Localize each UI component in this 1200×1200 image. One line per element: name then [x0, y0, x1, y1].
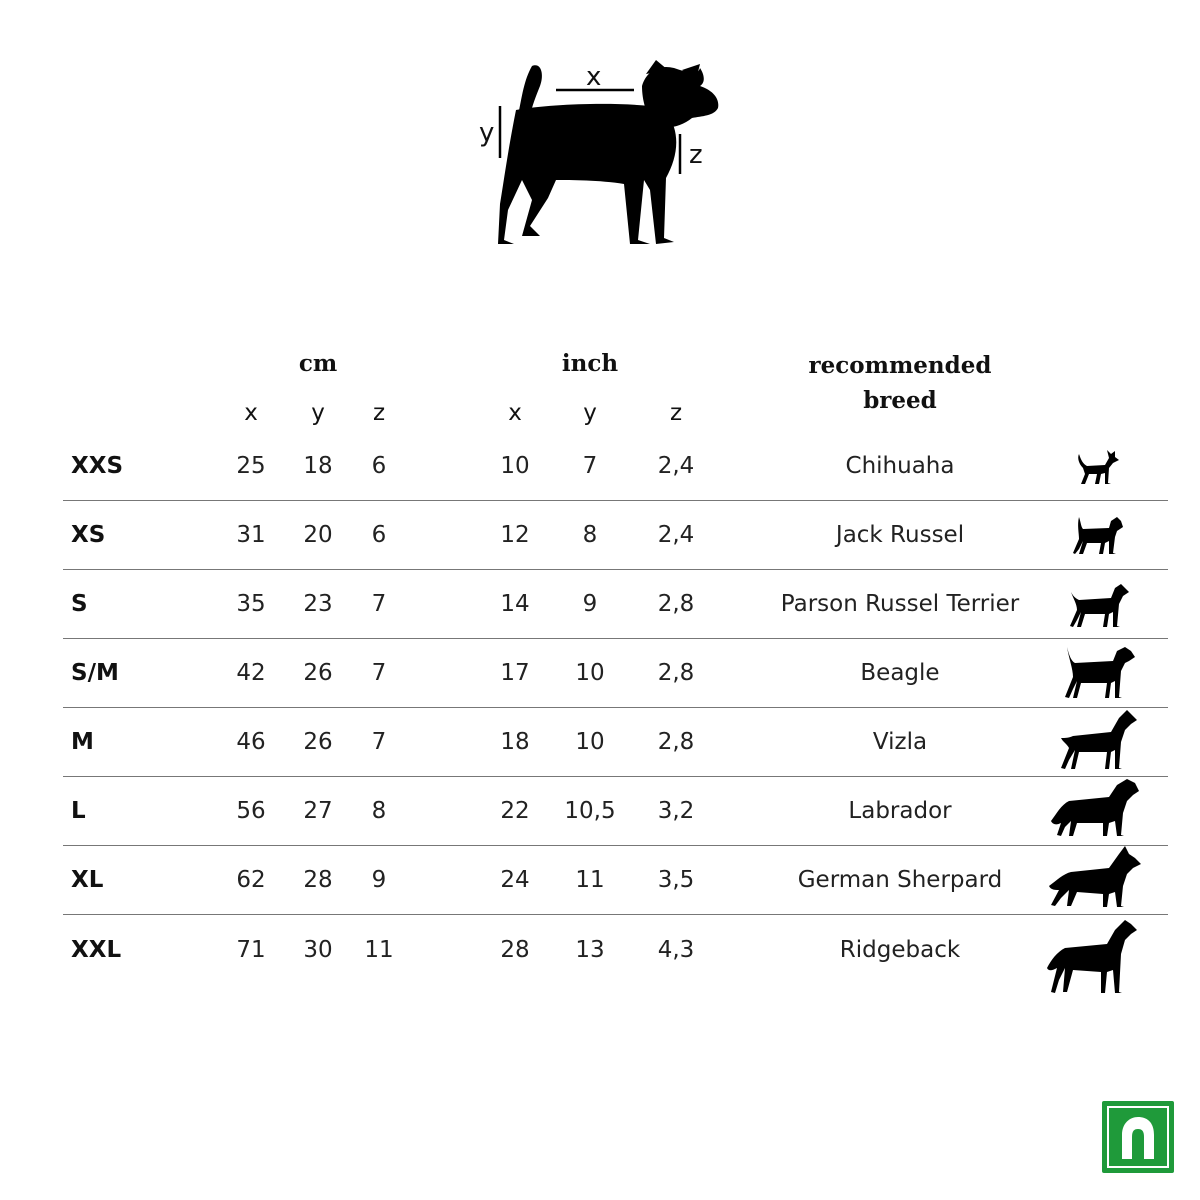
- cm-y-header: y: [311, 400, 325, 426]
- cm-y-value: 23: [303, 591, 333, 617]
- cm-x-value: 25: [236, 453, 266, 479]
- cm-x-header: x: [244, 400, 258, 426]
- x-dimension-label: x: [586, 62, 602, 92]
- inch-x-value: 24: [500, 867, 530, 893]
- inch-header: inch: [561, 350, 619, 377]
- german-shepherd-icon: [1047, 846, 1143, 910]
- cm-y-value: 28: [303, 867, 333, 893]
- inch-z-value: 2,4: [657, 522, 695, 548]
- parson-russel-terrier-icon: [1067, 578, 1133, 630]
- cm-x-value: 56: [236, 798, 266, 824]
- cm-z-value: 6: [371, 453, 387, 479]
- cm-x-value: 62: [236, 867, 266, 893]
- measurement-diagram: [460, 50, 740, 260]
- cm-y-value: 20: [303, 522, 333, 548]
- table-row: [63, 708, 1168, 777]
- inch-z-value: 2,8: [657, 660, 695, 686]
- inch-y-value: 7: [582, 453, 598, 479]
- inch-z-value: 2,8: [657, 591, 695, 617]
- cm-y-value: 26: [303, 729, 333, 755]
- cm-x-value: 31: [236, 522, 266, 548]
- inch-z-value: 2,4: [657, 453, 695, 479]
- inch-z-value: 3,5: [657, 867, 695, 893]
- breed-name: German Sherpard: [797, 867, 1003, 893]
- table-row: [63, 846, 1168, 915]
- breed-name: Ridgeback: [839, 937, 961, 963]
- recommended-breed-header: [760, 348, 1040, 418]
- inch-z-value: 2,8: [657, 729, 695, 755]
- inch-y-value: 13: [575, 937, 605, 963]
- size-label: S: [71, 591, 88, 617]
- table-row: [63, 916, 1168, 985]
- inch-x-header: x: [508, 400, 522, 426]
- breed-name: Labrador: [848, 798, 952, 824]
- cm-z-value: 9: [371, 867, 387, 893]
- inch-x-value: 28: [500, 937, 530, 963]
- row-divider: [63, 914, 1168, 915]
- inch-x-value: 10: [500, 453, 530, 479]
- inch-z-value: 3,2: [657, 798, 695, 824]
- inch-x-value: 18: [500, 729, 530, 755]
- breed-header-line2: breed: [863, 387, 937, 414]
- breed-name: Vizla: [872, 729, 928, 755]
- brand-logo-icon: [1102, 1101, 1174, 1173]
- inch-y-value: 8: [582, 522, 598, 548]
- inch-y-value: 11: [575, 867, 605, 893]
- breed-header-line1: recommended: [808, 352, 992, 379]
- inch-x-value: 14: [500, 591, 530, 617]
- cm-z-value: 7: [371, 591, 387, 617]
- cm-z-value: 11: [364, 937, 394, 963]
- table-row: [63, 639, 1168, 708]
- table-row: [63, 570, 1168, 639]
- inch-y-value: 10: [575, 660, 605, 686]
- cm-x-value: 35: [236, 591, 266, 617]
- jack-russel-icon: [1071, 513, 1127, 559]
- inch-x-value: 12: [500, 522, 530, 548]
- size-label: XXS: [71, 453, 124, 479]
- table-row: [63, 501, 1168, 570]
- size-label: XXL: [71, 937, 122, 963]
- inch-z-value: 4,3: [657, 937, 695, 963]
- cm-z-value: 7: [371, 660, 387, 686]
- cm-x-value: 42: [236, 660, 266, 686]
- labrador-icon: [1049, 777, 1141, 841]
- inch-y-value: 9: [582, 591, 598, 617]
- cm-z-value: 8: [371, 798, 387, 824]
- cm-y-value: 27: [303, 798, 333, 824]
- inch-y-header: y: [583, 400, 597, 426]
- cm-x-value: 71: [236, 937, 266, 963]
- z-dimension-label: z: [689, 140, 703, 170]
- size-label: M: [71, 729, 94, 755]
- cm-z-value: 7: [371, 729, 387, 755]
- size-label: XS: [71, 522, 106, 548]
- breed-name: Parson Russel Terrier: [780, 591, 1020, 617]
- vizla-icon: [1057, 708, 1139, 772]
- cm-x-value: 46: [236, 729, 266, 755]
- brand-logo: [1102, 1101, 1174, 1173]
- inch-x-value: 22: [500, 798, 530, 824]
- inch-y-value: 10,5: [564, 798, 616, 824]
- size-label: XL: [71, 867, 104, 893]
- inch-x-value: 17: [500, 660, 530, 686]
- y-dimension-label: y: [479, 118, 495, 148]
- beagle-icon: [1061, 641, 1137, 701]
- size-label: S/M: [71, 660, 119, 686]
- cm-z-value: 6: [371, 522, 387, 548]
- table-row: [63, 432, 1168, 501]
- size-label: L: [71, 798, 86, 824]
- breed-name: Jack Russel: [835, 522, 965, 548]
- breed-name: Chihuaha: [845, 453, 955, 479]
- cm-y-value: 30: [303, 937, 333, 963]
- ridgeback-icon: [1045, 918, 1141, 998]
- table-row: [63, 777, 1168, 846]
- inch-z-header: z: [669, 400, 683, 426]
- cm-y-value: 18: [303, 453, 333, 479]
- cm-header: cm: [298, 350, 338, 377]
- inch-y-value: 10: [575, 729, 605, 755]
- chihuahua-icon: [1073, 446, 1123, 488]
- cm-z-header: z: [372, 400, 386, 426]
- cm-y-value: 26: [303, 660, 333, 686]
- breed-name: Beagle: [860, 660, 940, 686]
